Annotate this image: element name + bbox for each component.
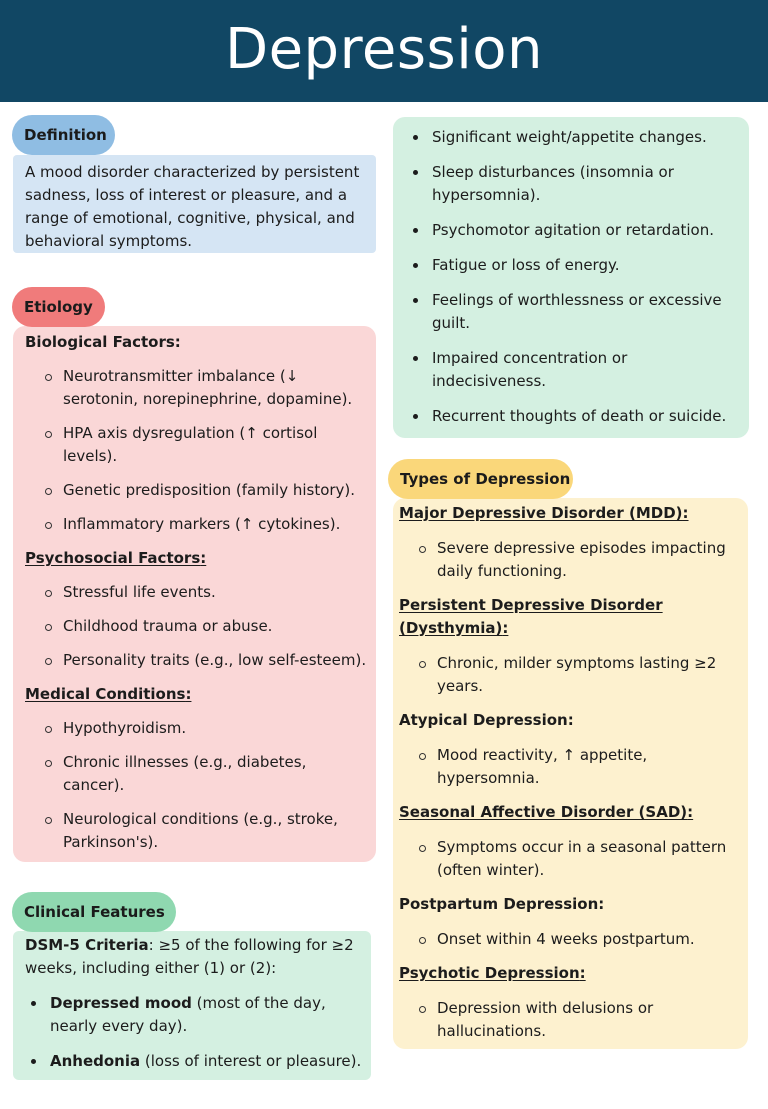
group-spacer: [399, 882, 742, 893]
bullet-list: [399, 836, 742, 882]
dsm-criteria-heading: DSM-5 Criteria: [25, 936, 149, 954]
dsm-criteria-text: : ≥5 of the following for ≥2 weeks, including either (1) or (2):: [25, 936, 354, 977]
list-item: HPA axis dysregulation (↑ cortisol levels).: [25, 422, 370, 468]
subheading-text: Biological Factors: [25, 333, 175, 351]
subheading-colon: :: [174, 333, 181, 351]
section-subheading: [399, 893, 742, 916]
criterion-item: Feelings of worthlessness or excessive guilt.: [400, 289, 743, 335]
group-spacer: [399, 951, 742, 962]
subheading-colon: :: [579, 964, 586, 982]
clinical-features-label: Clinical Features: [12, 892, 176, 932]
subheading-text: Persistent Depressive Disorder (Dysthymia): [399, 596, 663, 637]
criterion-item: Impaired concentration or indecisiveness.: [400, 347, 743, 393]
criterion-text: (most of the day, nearly every day).: [50, 994, 326, 1035]
group-spacer: [399, 790, 742, 801]
clinical-features-box: [13, 931, 371, 1080]
bullet-list: [25, 581, 370, 672]
list-item: Hypothyroidism.: [25, 717, 370, 740]
list-item: Mood reactivity, ↑ appetite, hypersomnia.: [399, 744, 742, 790]
subheading-text: Atypical Depression: [399, 711, 568, 729]
list-item: Severe depressive episodes impacting daily functioning.: [399, 537, 742, 583]
list-item: Onset within 4 weeks postpartum.: [399, 928, 742, 951]
list-item: Chronic, milder symptoms lasting ≥2 years.: [399, 652, 742, 698]
core-criteria-list: [18, 992, 365, 1073]
list-item: Neurological conditions (e.g., stroke, Parkinson's).: [25, 808, 370, 854]
subheading-text: Medical Conditions: [25, 685, 186, 703]
list-item: Stressful life events.: [25, 581, 370, 604]
list-item: Childhood trauma or abuse.: [25, 615, 370, 638]
bullet-list: [399, 652, 742, 698]
subheading-colon: :: [682, 504, 689, 522]
section-subheading: [25, 331, 370, 354]
bullet-list: [25, 365, 370, 536]
list-item: Personality traits (e.g., low self-esteem).: [25, 649, 370, 672]
subheading-text: Postpartum Depression: [399, 895, 599, 913]
subheading-colon: :: [502, 619, 509, 637]
subheading-colon: :: [687, 803, 694, 821]
bullet-list: [399, 997, 742, 1043]
list-item: Depression with delusions or hallucinations.: [399, 997, 742, 1043]
section-subheading: [399, 709, 742, 732]
title-banner: [0, 0, 768, 102]
bullet-list: [399, 928, 742, 951]
etiology-label: Etiology: [12, 287, 105, 327]
criterion-item: Sleep disturbances (insomnia or hypersomnia).: [400, 161, 743, 207]
dsm-criteria: [25, 934, 365, 980]
bullet-list: [25, 717, 370, 854]
list-item: Symptoms occur in a seasonal pattern (often winter).: [399, 836, 742, 882]
bullet-list: [399, 744, 742, 790]
definition-box: [13, 155, 376, 253]
list-item: Genetic predisposition (family history).: [25, 479, 370, 502]
subheading-colon: :: [567, 711, 574, 729]
criterion-item: Psychomotor agitation or retardation.: [400, 219, 743, 242]
group-spacer: [399, 583, 742, 594]
subheading-text: Psychosocial Factors: [25, 549, 201, 567]
additional-criteria-list: [400, 126, 743, 428]
page-title: Depression: [224, 16, 544, 82]
criterion-item: [18, 992, 365, 1038]
subheading-text: Seasonal Affective Disorder (SAD): [399, 803, 688, 821]
criterion-text: (loss of interest or pleasure).: [140, 1052, 362, 1070]
section-subheading: [25, 547, 370, 570]
group-spacer: [399, 698, 742, 709]
list-item: Inflammatory markers (↑ cytokines).: [25, 513, 370, 536]
group-spacer: [25, 536, 370, 547]
subheading-colon: :: [200, 549, 207, 567]
criterion-bold: Depressed mood: [50, 994, 192, 1012]
group-spacer: [25, 672, 370, 683]
section-subheading: [399, 962, 742, 985]
types-box: [393, 498, 748, 1049]
etiology-groups: [25, 331, 370, 854]
criterion-item: Fatigue or loss of energy.: [400, 254, 743, 277]
section-subheading: [399, 801, 742, 824]
criterion-item: Significant weight/appetite changes.: [400, 126, 743, 149]
subheading-colon: :: [598, 895, 605, 913]
section-subheading: [399, 594, 742, 640]
types-groups: [399, 502, 742, 1043]
clinical-criteria-continued-box: [393, 117, 749, 438]
etiology-box: [13, 326, 376, 862]
criterion-item: Recurrent thoughts of death or suicide.: [400, 405, 743, 428]
types-label: Types of Depression: [388, 459, 573, 499]
list-item: Chronic illnesses (e.g., diabetes, cancer).: [25, 751, 370, 797]
section-subheading: [25, 683, 370, 706]
list-item: Neurotransmitter imbalance (↓ serotonin, norepinephrine, dopamine).: [25, 365, 370, 411]
subheading-colon: :: [185, 685, 192, 703]
definition-text: A mood disorder characterized by persistent sadness, loss of interest or pleasure, and a range of emotional, cognitive, physical, and behavioral symptoms.: [25, 163, 360, 250]
subheading-text: Major Depressive Disorder (MDD): [399, 504, 683, 522]
section-subheading: [399, 502, 742, 525]
criterion-bold: Anhedonia: [50, 1052, 141, 1070]
bullet-list: [399, 537, 742, 583]
subheading-text: Psychotic Depression: [399, 964, 580, 982]
criterion-item: [18, 1050, 365, 1073]
definition-label: Definition: [12, 115, 115, 155]
